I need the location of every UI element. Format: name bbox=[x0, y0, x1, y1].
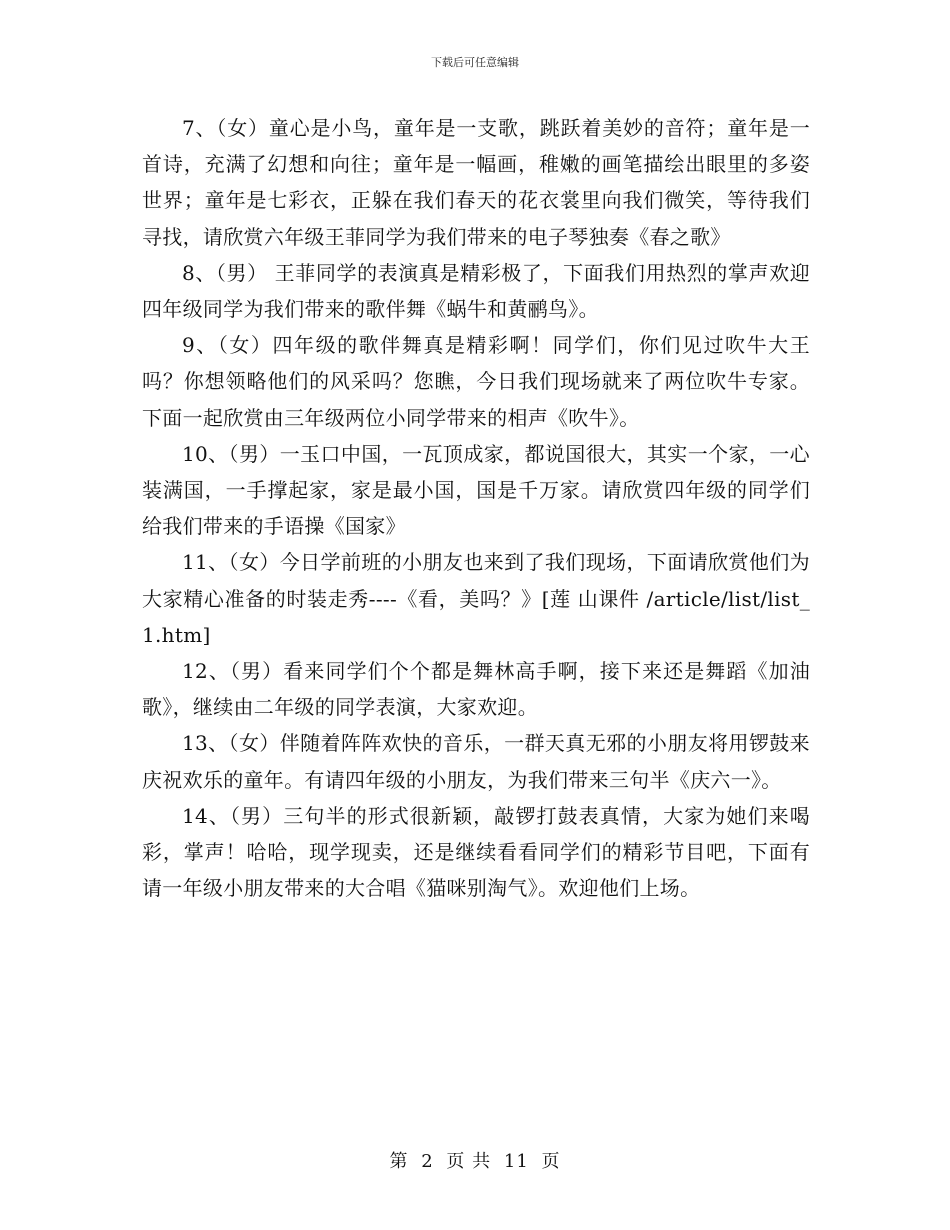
footer-middle: 页 共 bbox=[446, 1151, 492, 1172]
paragraph-14: 14、（男）三句半的形式很新颖，敲锣打鼓表真情，大家为她们来喝彩，掌声！哈哈，现学现卖，还是继续看看同学们的精彩节目吧，下面有请一年级小朋友带来的大合唱《猫咪别淘气》。欢迎他们上场。 bbox=[142, 803, 810, 901]
page-footer bbox=[0, 1147, 950, 1173]
document-body bbox=[142, 110, 810, 906]
footer-suffix: 页 bbox=[541, 1151, 561, 1172]
footer-prefix: 第 bbox=[389, 1151, 409, 1172]
paragraph-12: 12、（男）看来同学们个个都是舞林高手啊，接下来还是舞蹈《加油歌》，继续由二年级的同学表演，大家欢迎。 bbox=[142, 659, 810, 720]
footer-total-pages: 11 bbox=[503, 1151, 529, 1172]
footer-page-number: 2 bbox=[421, 1151, 434, 1172]
paragraph-10: 10、（男）一玉口中国，一瓦顶成家，都说国很大，其实一个家，一心装满国，一手撑起家，家是最小国，国是千万家。请欣赏四年级的同学们给我们带来的手语操《国家》 bbox=[142, 441, 810, 539]
paragraph-11: 11、（女）今日学前班的小朋友也来到了我们现场，下面请欣赏他们为大家精心准备的时装走秀----《看，美吗？》[莲 山课件 /article/list/list_1.htm] bbox=[142, 550, 810, 647]
paragraph-13: 13、（女）伴随着阵阵欢快的音乐，一群天真无邪的小朋友将用锣鼓来庆祝欢乐的童年。有请四年级的小朋友，为我们带来三句半《庆六一》。 bbox=[142, 731, 810, 792]
page-header: 下载后可任意编辑 bbox=[431, 56, 519, 69]
paragraph-9: 9、（女）四年级的歌伴舞真是精彩啊！同学们，你们见过吹牛大王吗？你想领略他们的风采吗？您瞧，今日我们现场就来了两位吹牛专家。下面一起欣赏由三年级两位小同学带来的相声《吹牛》。 bbox=[142, 333, 810, 430]
paragraph-7: 7、（女）童心是小鸟，童年是一支歌，跳跃着美妙的音符；童年是一首诗，充满了幻想和向往；童年是一幅画，稚嫩的画笔描绘出眼里的多姿世界；童年是七彩衣，正躲在我们春天的花衣裳里向我们微笑，等待我们寻找，请欣赏六年级王菲同学为我们带来的电子琴独奏《春之歌》 bbox=[142, 116, 810, 249]
paragraph-8: 8、（男） 王菲同学的表演真是精彩极了，下面我们用热烈的掌声欢迎四年级同学为我们带来的歌伴舞《蜗牛和黄鹂鸟》。 bbox=[142, 260, 810, 322]
